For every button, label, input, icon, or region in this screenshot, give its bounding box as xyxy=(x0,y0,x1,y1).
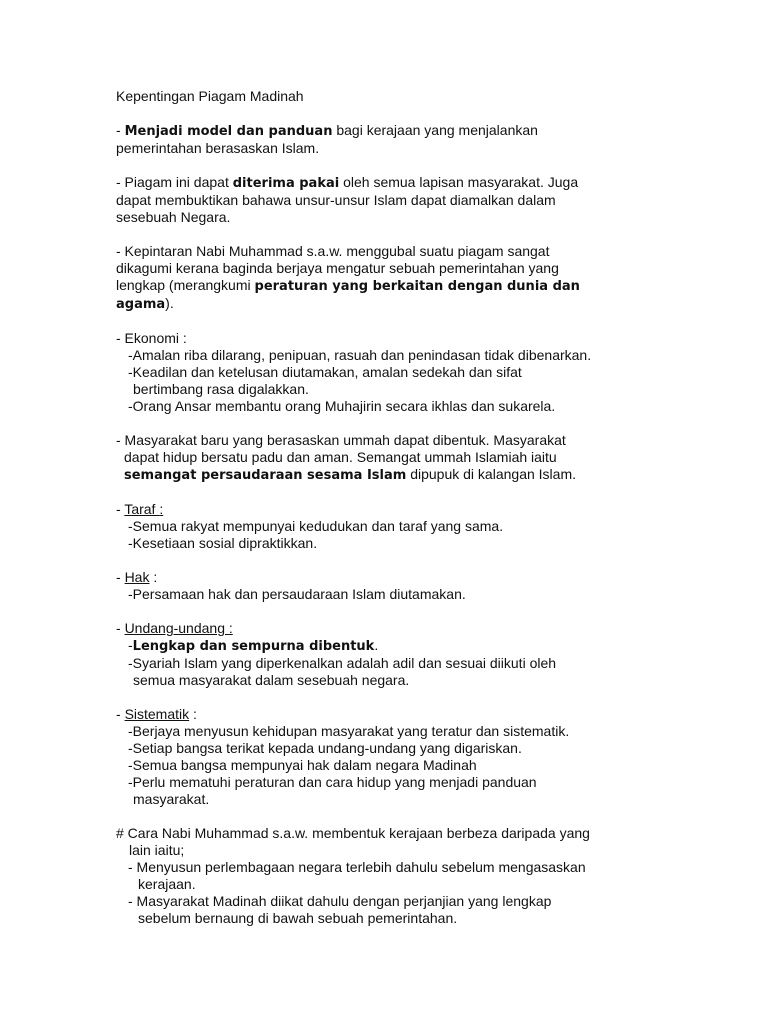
text-line: dapat hidup bersatu padu dan aman. Semangat ummah Islamiah iaitu xyxy=(124,449,557,465)
dash: - xyxy=(116,569,125,585)
list-item: -Semua rakyat mempunyai kedudukan dan taraf yang sama. xyxy=(128,518,504,534)
dash: - xyxy=(116,706,125,722)
text-span: - Piagam ini dapat xyxy=(116,174,233,190)
text-span: dipupuk di kalangan Islam. xyxy=(406,466,576,482)
document-title: Kepentingan Piagam Madinah xyxy=(116,88,304,104)
text-line xyxy=(116,122,656,140)
text-span: oleh semua lapisan masyarakat. Juga xyxy=(339,174,579,190)
heading-label: Undang-undang xyxy=(124,620,229,636)
dash: - xyxy=(116,501,125,517)
heading-colon: : xyxy=(228,620,233,636)
point-model-panduan xyxy=(116,122,656,157)
bold-phrase: Lengkap dan sempurna dibentuk xyxy=(132,639,375,654)
list-item: -Perlu mematuhi peraturan dan cara hidup yang menjadi panduan xyxy=(128,774,537,790)
text-span: bagi kerajaan yang menjalankan xyxy=(332,122,538,138)
text-line xyxy=(116,174,656,192)
heading-label: Sistematik xyxy=(124,706,190,722)
text-line: dikagumi kerana baginda berjaya mengatur sebuah pemerintahan yang xyxy=(116,260,559,276)
dash: - xyxy=(128,637,133,653)
text-line: - Masyarakat baru yang berasaskan ummah dapat dibentuk. Masyarakat xyxy=(116,432,566,448)
heading-colon: : xyxy=(159,501,164,517)
dash: - xyxy=(116,122,125,138)
section-heading xyxy=(116,706,656,723)
text-line xyxy=(116,295,656,313)
list-item: -Semua bangsa mempunyai hak dalam negara Madinah xyxy=(128,757,477,773)
section-heading xyxy=(116,569,656,586)
section-heading xyxy=(116,501,656,518)
list-item: -Amalan riba dilarang, penipuan, rasuah dan penindasan tidak dibenarkan. xyxy=(128,347,592,363)
dash: - xyxy=(116,620,125,636)
text-line: sesebuah Negara. xyxy=(116,209,231,225)
text-line: # Cara Nabi Muhammad s.a.w. membentuk kerajaan berbeza daripada yang xyxy=(116,825,590,841)
list-item: - Masyarakat Madinah diikat dahulu dengan perjanjian yang lengkap xyxy=(128,893,552,909)
list-item: -Kesetiaan sosial dipraktikkan. xyxy=(128,535,318,551)
point-masyarakat-baru xyxy=(116,432,656,484)
heading-colon: : xyxy=(149,569,158,585)
underlined-heading xyxy=(125,620,233,636)
section-heading: - Ekonomi : xyxy=(116,330,187,346)
list-item: -Persamaan hak dan persaudaraan Islam diutamakan. xyxy=(128,586,466,602)
text-line: dapat membuktikan bahawa unsur-unsur Islam dapat diamalkan dalam xyxy=(116,192,556,208)
list-item: -Orang Ansar membantu orang Muhajirin secara ikhlas dan sukarela. xyxy=(128,398,556,414)
bold-phrase: semangat persaudaraan sesama Islam xyxy=(124,468,407,483)
heading-label: Hak xyxy=(124,569,150,585)
bold-phrase: diterima pakai xyxy=(232,176,340,191)
heading-label: Taraf xyxy=(124,501,160,517)
list-item-continuation: bertimbang rasa digalakkan. xyxy=(133,381,309,397)
section-cara-nabi xyxy=(116,825,656,927)
list-item-continuation: semua masyarakat dalam sesebuah negara. xyxy=(133,672,410,688)
point-kepintaran-nabi xyxy=(116,243,656,313)
list-item-continuation: sebelum bernaung di bawah sebuah pemerintahan. xyxy=(138,910,458,926)
section-undang-undang xyxy=(116,620,656,689)
list-item: -Berjaya menyusun kehidupan masyarakat yang teratur dan sistematik. xyxy=(128,723,570,739)
text-line xyxy=(116,277,656,295)
section-hak xyxy=(116,569,656,603)
list-item: - Menyusun perlembagaan negara terlebih dahulu sebelum mengasaskan xyxy=(128,859,586,875)
text-line xyxy=(116,466,656,484)
list-item: -Syariah Islam yang diperkenalkan adalah adil dan sesuai diikuti oleh xyxy=(128,655,557,671)
text-span: ). xyxy=(165,295,174,311)
list-item xyxy=(116,637,656,655)
list-item: -Setiap bangsa terikat kepada undang-undang yang digariskan. xyxy=(128,740,522,756)
underlined-heading xyxy=(124,501,163,517)
text-line: pemerintahan berasaskan Islam. xyxy=(116,140,320,156)
document-body xyxy=(116,88,656,944)
point-diterima-pakai xyxy=(116,174,656,226)
section-sistematik xyxy=(116,706,656,808)
list-item: -Keadilan dan ketelusan diutamakan, amalan sedekah dan sifat xyxy=(128,364,522,380)
list-item-continuation: masyarakat. xyxy=(133,791,210,807)
heading-colon: : xyxy=(189,706,197,722)
text-span: lengkap (merangkumi xyxy=(116,277,255,293)
bold-phrase: Menjadi model dan panduan xyxy=(124,124,333,139)
bold-phrase: agama xyxy=(116,297,166,312)
section-ekonomi xyxy=(116,330,656,415)
section-taraf xyxy=(116,501,656,552)
section-heading xyxy=(116,620,656,637)
text-span: . xyxy=(374,637,379,653)
bold-phrase: peraturan yang berkaitan dengan dunia dan xyxy=(254,279,580,294)
text-line: - Kepintaran Nabi Muhammad s.a.w. menggubal suatu piagam sangat xyxy=(116,243,550,259)
list-item-continuation: kerajaan. xyxy=(138,876,196,892)
text-line: lain iaitu; xyxy=(129,842,185,858)
